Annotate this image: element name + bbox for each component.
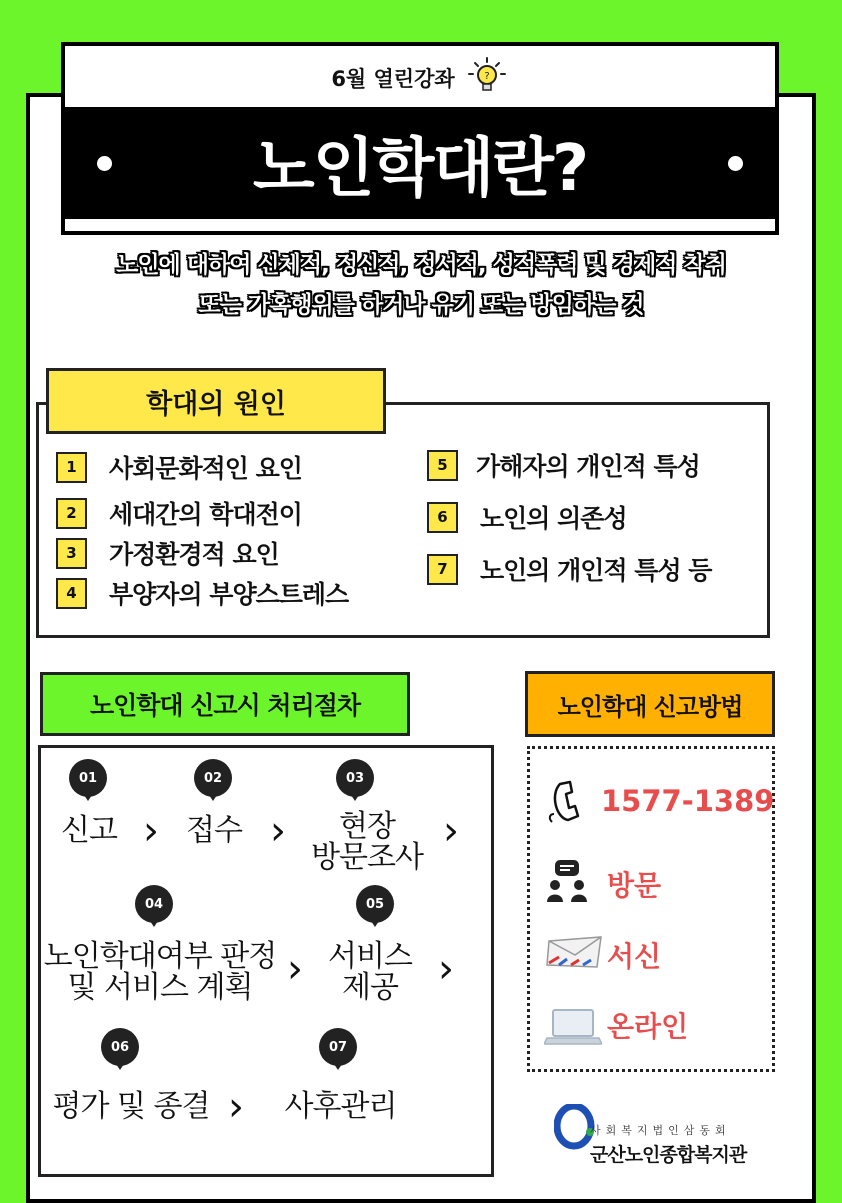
cause-item bbox=[56, 447, 406, 487]
chevron-right-icon: › bbox=[438, 946, 454, 992]
event-row bbox=[65, 52, 775, 104]
cause-item bbox=[56, 573, 406, 613]
letter-icon bbox=[545, 935, 605, 975]
organization-logo bbox=[554, 1102, 754, 1166]
step-label-04 bbox=[40, 941, 280, 1003]
step-number-02: 02 bbox=[194, 759, 232, 797]
page-title: 노인학대란? bbox=[252, 132, 588, 206]
cause-number: 1 bbox=[56, 452, 87, 483]
title-bar bbox=[65, 107, 775, 219]
method-visit-text: 방문 bbox=[607, 869, 662, 902]
logo-name: 군산노인종합복지관 bbox=[590, 1144, 747, 1166]
lightbulb-icon bbox=[465, 56, 509, 100]
method-online-text: 온라인 bbox=[607, 1010, 689, 1043]
causes-list-left bbox=[56, 447, 406, 613]
step-label-01: 신고 bbox=[61, 813, 117, 848]
cause-text: 노인의 개인적 특성 등 bbox=[480, 556, 712, 585]
cause-item bbox=[427, 497, 767, 537]
method-letter-text: 서신 bbox=[607, 940, 662, 973]
step-number-03: 03 bbox=[336, 759, 374, 797]
definition-line-2: 또는 가혹행위를 하거나 유기 또는 방임하는 것 bbox=[198, 292, 644, 318]
cause-item bbox=[56, 533, 406, 573]
step-label-03-line2: 방문조사 bbox=[311, 840, 423, 875]
step-label-03 bbox=[302, 811, 432, 873]
cause-text: 사회문화적인 요인 bbox=[109, 454, 302, 483]
title-dot-right bbox=[728, 156, 743, 171]
definition-text bbox=[40, 245, 802, 325]
laptop-icon bbox=[544, 1008, 602, 1050]
chevron-right-icon: › bbox=[443, 808, 459, 854]
step-label-04-line2: 및 서비스 계획 bbox=[67, 970, 253, 1005]
cause-number: 4 bbox=[56, 578, 87, 609]
chevron-right-icon: › bbox=[287, 946, 303, 992]
logo-org-line: 사회복지법인삼동회 bbox=[590, 1124, 731, 1137]
cause-item bbox=[427, 549, 767, 589]
method-phone-text: 1577-1389 bbox=[601, 784, 775, 818]
step-number-07: 07 bbox=[319, 1028, 357, 1066]
step-number-04: 04 bbox=[135, 885, 173, 923]
cause-number: 5 bbox=[427, 450, 458, 481]
cause-text: 노인의 의존성 bbox=[480, 504, 627, 533]
step-label-05-line1: 서비스 bbox=[328, 939, 412, 974]
svg-text:?: ? bbox=[484, 71, 490, 82]
step-number-01: 01 bbox=[69, 759, 107, 797]
cause-text: 가정환경적 요인 bbox=[109, 540, 279, 569]
cause-text: 가해자의 개인적 특성 bbox=[476, 452, 700, 481]
header-box bbox=[61, 42, 779, 235]
step-label-05 bbox=[318, 941, 422, 1003]
cause-number: 3 bbox=[56, 538, 87, 569]
step-label-05-line2: 제공 bbox=[342, 970, 398, 1005]
step-label-03-line1: 현장 bbox=[339, 809, 395, 844]
step-label-04-line1: 노인학대여부 판정 bbox=[43, 939, 277, 974]
cause-text: 세대간의 학대전이 bbox=[109, 500, 302, 529]
causes-list-right bbox=[427, 445, 767, 589]
title-dot-left bbox=[97, 156, 112, 171]
step-label-06: 평가 및 종결 bbox=[52, 1089, 210, 1124]
cause-text: 부양자의 부양스트레스 bbox=[109, 580, 349, 609]
cause-number: 7 bbox=[427, 554, 458, 585]
step-number-05: 05 bbox=[356, 885, 394, 923]
report-method-heading: 노인학대 신고방법 bbox=[525, 671, 775, 737]
event-label: 6월 열린강좌 bbox=[331, 67, 455, 91]
cause-item bbox=[427, 445, 767, 485]
definition-line-1: 노인에 대하여 신체적, 정신적, 정서적, 성적폭력 및 경제적 착취 bbox=[116, 252, 726, 278]
chevron-right-icon: › bbox=[143, 808, 159, 854]
step-number-06: 06 bbox=[101, 1028, 139, 1066]
chevron-right-icon: › bbox=[270, 808, 286, 854]
causes-heading: 학대의 원인 bbox=[46, 368, 386, 434]
cause-number: 6 bbox=[427, 502, 458, 533]
procedure-heading: 노인학대 신고시 처리절차 bbox=[40, 672, 410, 736]
cause-number: 2 bbox=[56, 498, 87, 529]
phone-icon bbox=[546, 778, 588, 830]
visit-icon bbox=[545, 858, 589, 908]
step-label-07: 사후관리 bbox=[284, 1089, 397, 1124]
chevron-right-icon: › bbox=[228, 1084, 244, 1130]
cause-item bbox=[56, 493, 406, 533]
step-label-02: 접수 bbox=[186, 813, 242, 848]
